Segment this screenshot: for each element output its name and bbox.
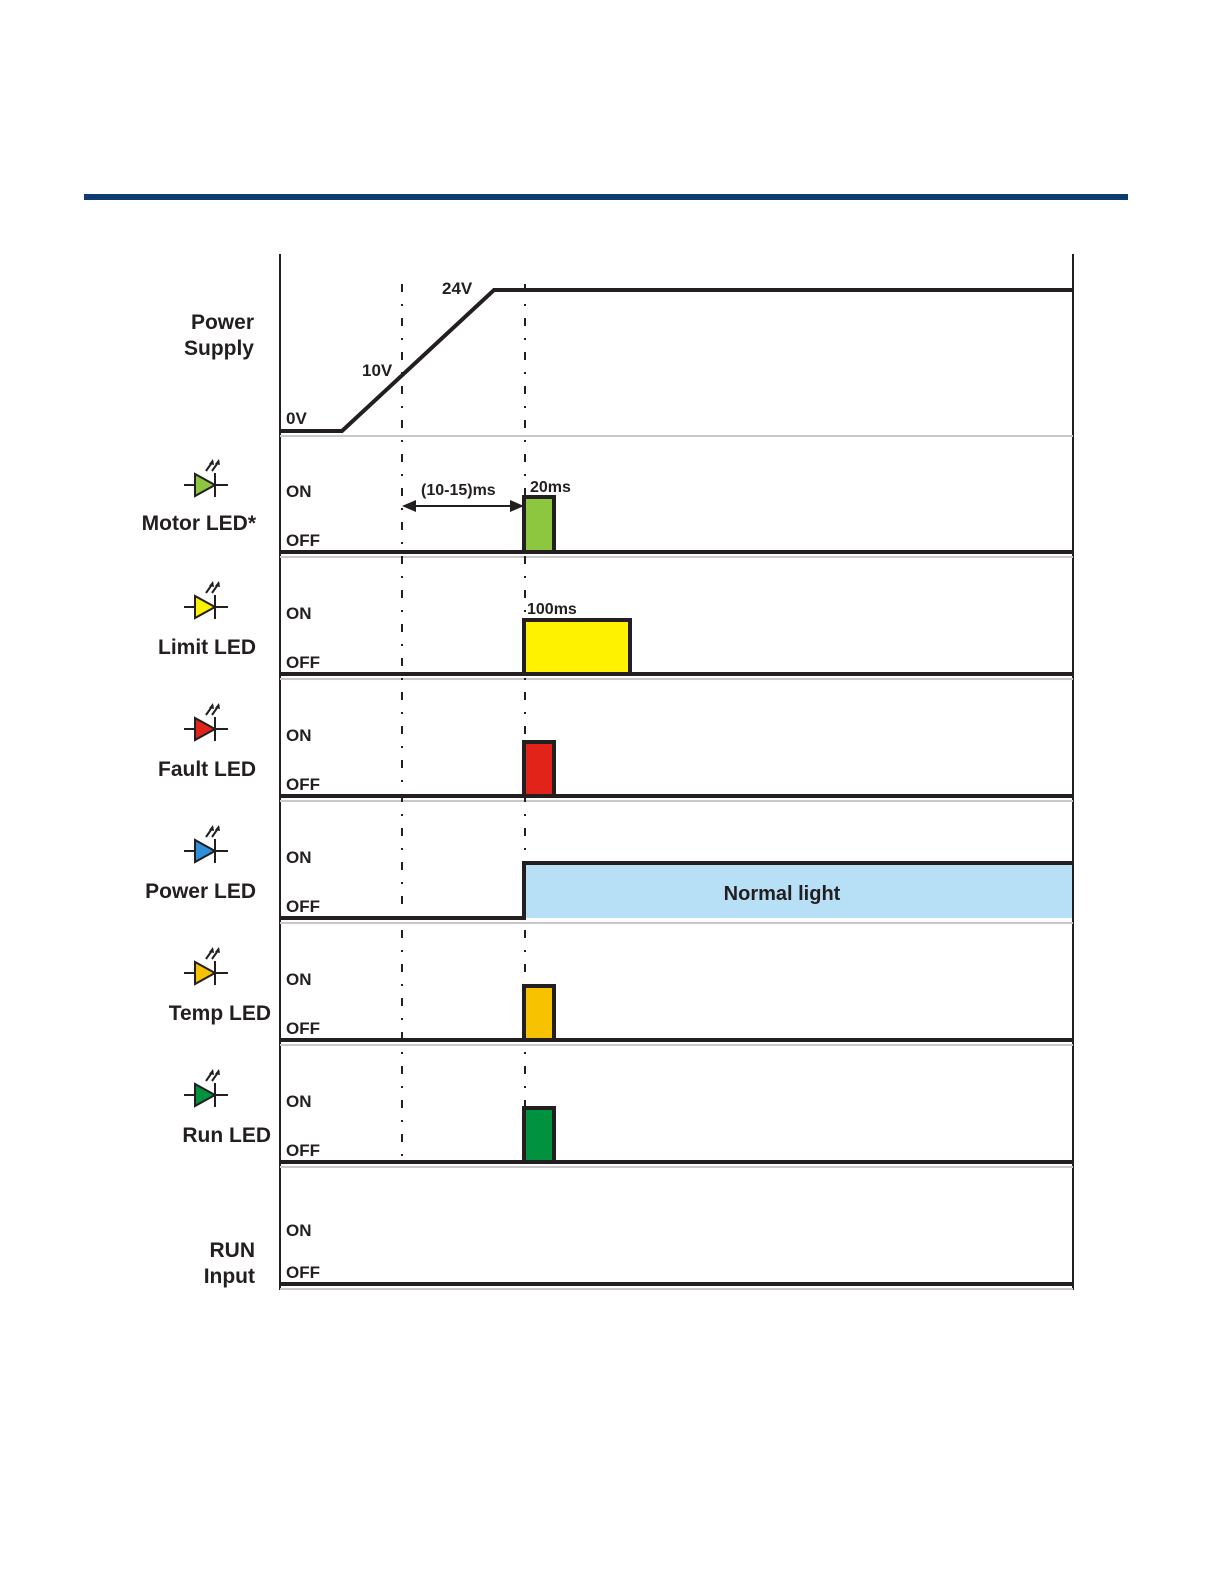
power-led-label: Power LED — [145, 880, 256, 903]
temp-off: OFF — [286, 1019, 320, 1038]
power-led-icon — [184, 825, 228, 863]
limit-led-label: Limit LED — [158, 636, 256, 659]
run-input-label-line1: RUN — [209, 1239, 255, 1262]
fault-led-label: Fault LED — [158, 758, 256, 781]
run-input-on: ON — [286, 1221, 312, 1240]
fault-pulse — [524, 742, 554, 796]
fault-off: OFF — [286, 775, 320, 794]
run-pulse — [524, 1108, 554, 1162]
delay-arrow-right — [510, 500, 524, 512]
level-0v: 0V — [286, 409, 307, 428]
motor-off: OFF — [286, 531, 320, 550]
motor-pulse — [524, 497, 554, 552]
delay-arrow-left — [402, 500, 416, 512]
temp-on: ON — [286, 970, 312, 989]
power-supply-label-line2: Supply — [183, 337, 254, 360]
power-supply-label-line1: Power — [190, 311, 254, 334]
limit-trace — [281, 620, 1073, 674]
run-led-icon — [184, 1069, 228, 1107]
motor-trace — [281, 497, 1073, 552]
level-10v: 10V — [362, 361, 393, 380]
delay-annotation: (10-15)ms — [421, 482, 496, 499]
normal-light-label: Normal light — [723, 883, 841, 905]
motor-led-label: Motor LED* — [141, 512, 256, 535]
run-led-label: Run LED — [182, 1124, 271, 1147]
fault-trace — [281, 742, 1073, 796]
level-24v: 24V — [442, 279, 473, 298]
fault-on: ON — [286, 726, 312, 745]
temp-trace — [281, 986, 1073, 1040]
motor-on: ON — [286, 482, 312, 501]
limit-on: ON — [286, 604, 312, 623]
power-off: OFF — [286, 897, 320, 916]
power-supply-trace — [281, 290, 1073, 431]
temp-led-label: Temp LED — [168, 1002, 271, 1025]
run-off: OFF — [286, 1141, 320, 1160]
run-input-off: OFF — [286, 1263, 320, 1282]
run-on: ON — [286, 1092, 312, 1111]
temp-pulse — [524, 986, 554, 1040]
temp-led-icon — [184, 947, 228, 985]
motor-pulse-duration: 20ms — [530, 479, 571, 496]
run-trace — [281, 1108, 1073, 1162]
power-on: ON — [286, 848, 312, 867]
fault-led-icon — [184, 703, 228, 741]
limit-pulse-duration: 100ms — [527, 601, 577, 618]
limit-led-icon — [184, 581, 228, 619]
limit-off: OFF — [286, 653, 320, 672]
limit-pulse — [524, 620, 630, 674]
run-input-label-line2: Input — [203, 1265, 255, 1288]
motor-led-icon — [184, 459, 228, 497]
